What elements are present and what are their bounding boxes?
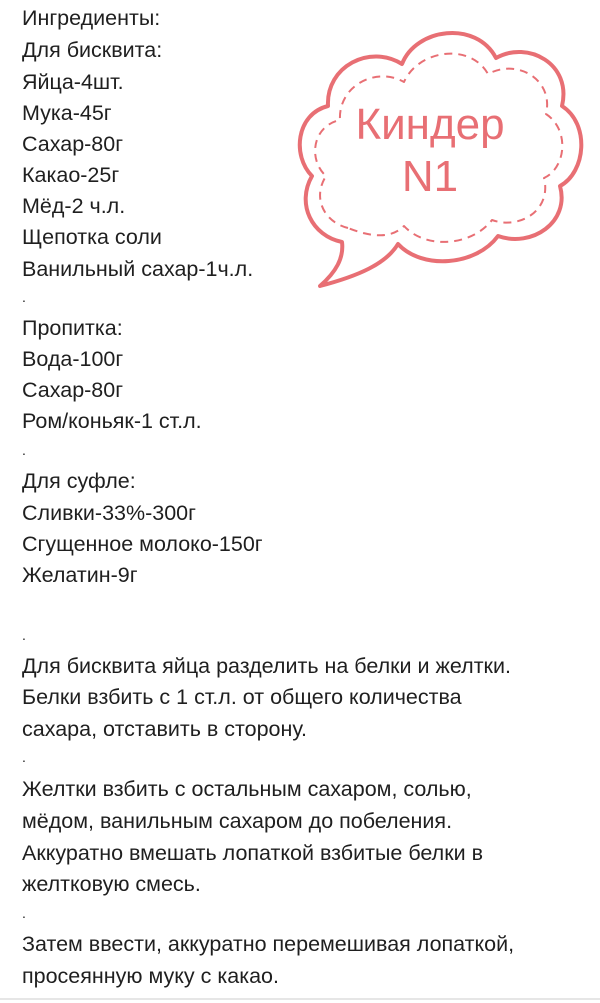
sponge-header: Для бисквита: [22, 38, 163, 62]
ingredient-item: Мёд-2 ч.л. [22, 194, 126, 218]
ingredient-item: Ром/коньяк-1 ст.л. [22, 409, 202, 433]
ingredient-item: Сахар-80г [22, 378, 124, 402]
separator-dot: . [22, 749, 26, 765]
ingredient-item: Вода-100г [22, 347, 124, 371]
separator-dot: . [22, 289, 26, 305]
instruction-line: Желтки взбить с остальным сахаром, солью, [22, 777, 472, 801]
souffle-header: Для суфле: [22, 469, 136, 493]
badge-title: Киндер [355, 100, 505, 149]
instruction-line: Для бисквита яйца разделить на белки и желтки. [22, 654, 511, 678]
ingredient-item: Какао-25г [22, 163, 120, 187]
ingredient-item: Ванильный сахар-1ч.л. [22, 257, 254, 281]
instruction-line: Затем ввести, аккуратно перемешивая лопаткой, [22, 932, 515, 956]
instruction-line: Белки взбить с 1 ст.л. от общего количества [22, 685, 462, 709]
separator-dot: . [22, 627, 26, 643]
ingredients-title: Ингредиенты: [22, 6, 161, 30]
title-badge [290, 14, 590, 289]
ingredient-item: Мука-45г [22, 101, 112, 125]
ingredient-item: Сахар-80г [22, 132, 124, 156]
instruction-line: мёдом, ванильным сахаром до побеления. [22, 809, 453, 833]
badge-number: N1 [401, 152, 459, 201]
instruction-line: Аккуратно вмешать лопаткой взбитые белки в [22, 841, 484, 865]
ingredient-item: Щепотка соли [22, 225, 162, 249]
syrup-header: Пропитка: [22, 316, 123, 340]
separator-dot: . [22, 905, 26, 921]
ingredient-item: Желатин-9г [22, 563, 138, 587]
instruction-line: просеянную муку с какао. [22, 964, 279, 988]
separator-dot: . [22, 442, 26, 458]
instruction-line: желтковую смесь. [22, 872, 201, 896]
bottom-divider [0, 998, 600, 1000]
ingredient-item: Сливки-33%-300г [22, 501, 196, 525]
ingredient-item: Яйца-4шт. [22, 70, 124, 94]
ingredient-item: Сгущенное молоко-150г [22, 532, 263, 556]
instruction-line: сахара, отставить в сторону. [22, 717, 307, 741]
